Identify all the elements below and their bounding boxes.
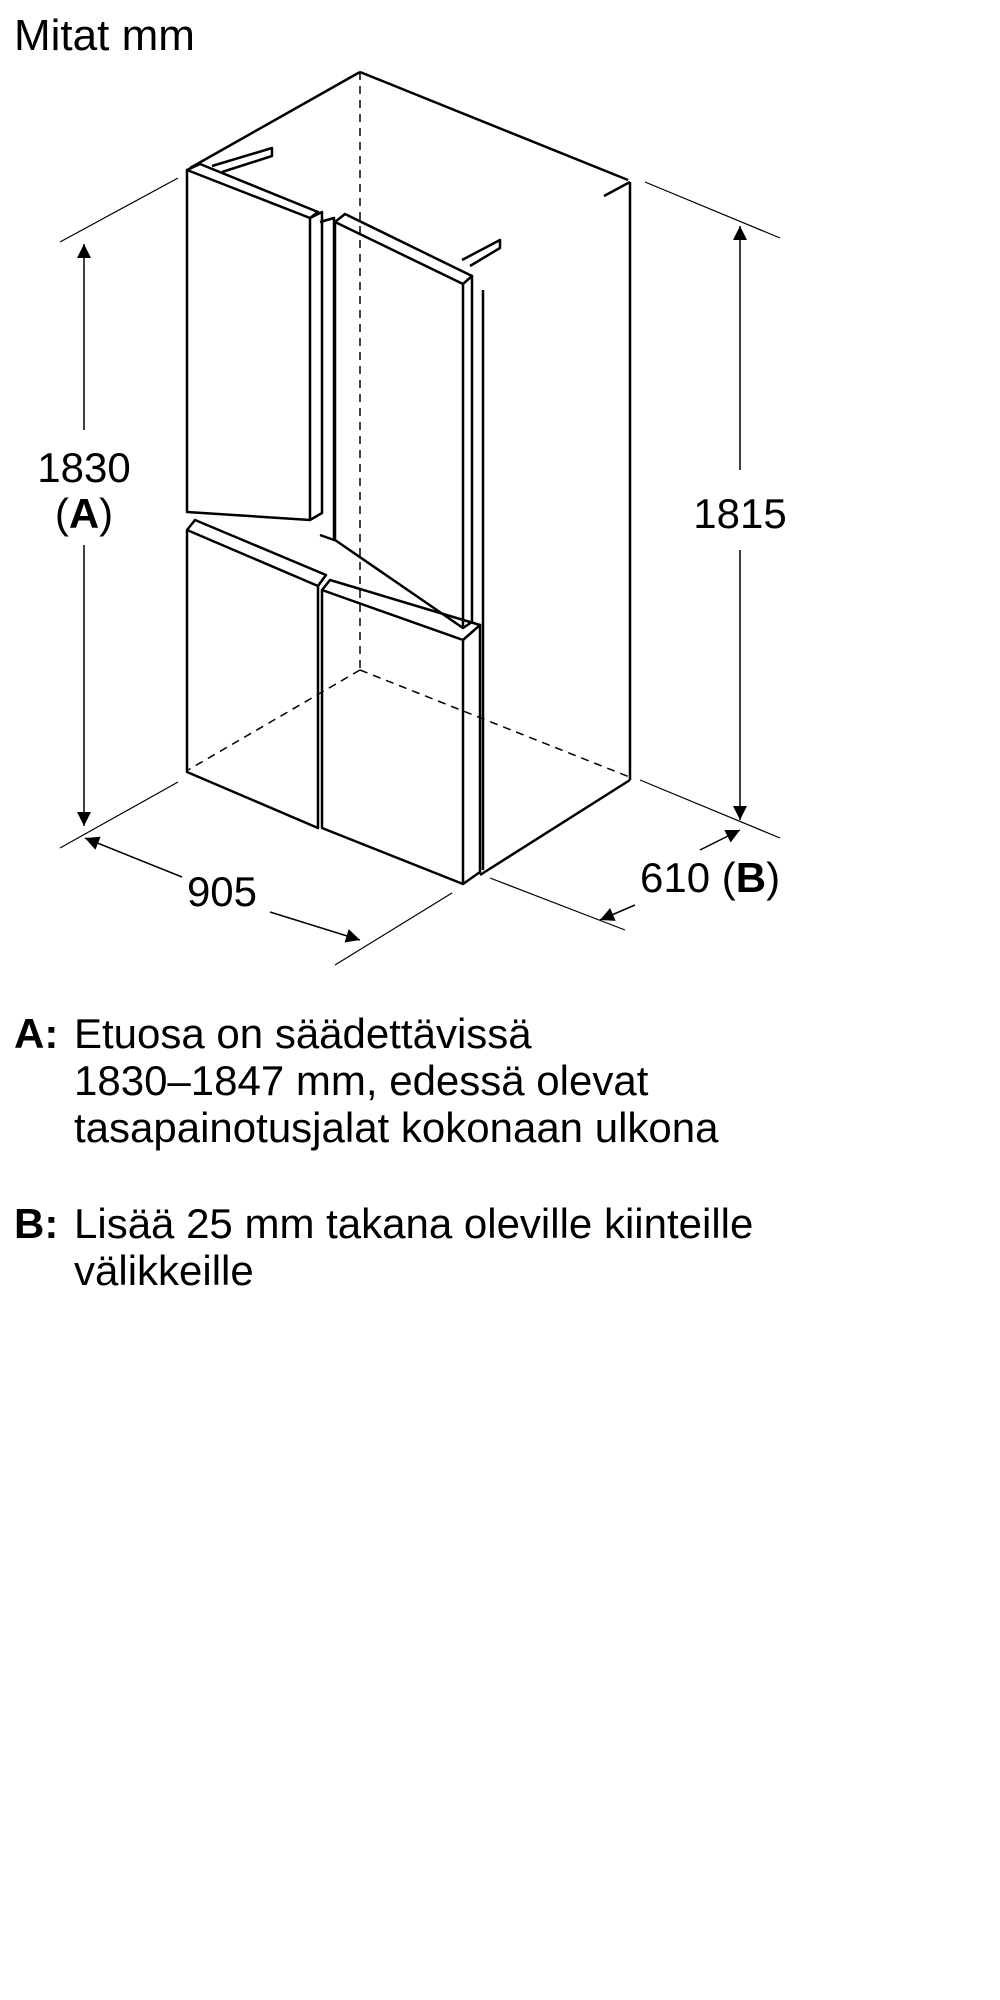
extension-lines (60, 178, 780, 965)
hidden-edges (188, 72, 632, 778)
note-b-text (74, 1200, 974, 1294)
height-front-label: 1830 (37, 444, 131, 491)
depth-label: 610 (B) (640, 854, 781, 901)
height-front-ref-label: (A) (54, 490, 114, 537)
depth-dim-lower (600, 905, 635, 920)
height-rear-label: 1815 (693, 490, 787, 537)
width-label: 905 (186, 868, 258, 915)
note-a-line: Etuosa on säädettävissä (74, 1010, 532, 1057)
width-dim-left (85, 838, 182, 877)
page-title: Mitat mm (14, 11, 195, 60)
width-dim-right (270, 912, 360, 940)
note-a-line: 1830–1847 mm, edessä olevat (74, 1057, 649, 1104)
dimension-lines (84, 226, 740, 940)
note-b-line: välikkeille (74, 1247, 254, 1294)
note-a-line: tasapainotusjalat kokonaan ulkona (74, 1104, 719, 1151)
fridge-body (187, 72, 630, 884)
note-a-key: A: (14, 1010, 59, 1057)
note-b-key: B: (14, 1200, 59, 1247)
note-b-line: Lisää 25 mm takana oleville kiinteille (74, 1200, 754, 1247)
note-a-text (74, 1010, 974, 1151)
depth-dim-upper (700, 830, 740, 850)
fridge-dimension-drawing (0, 0, 1000, 980)
